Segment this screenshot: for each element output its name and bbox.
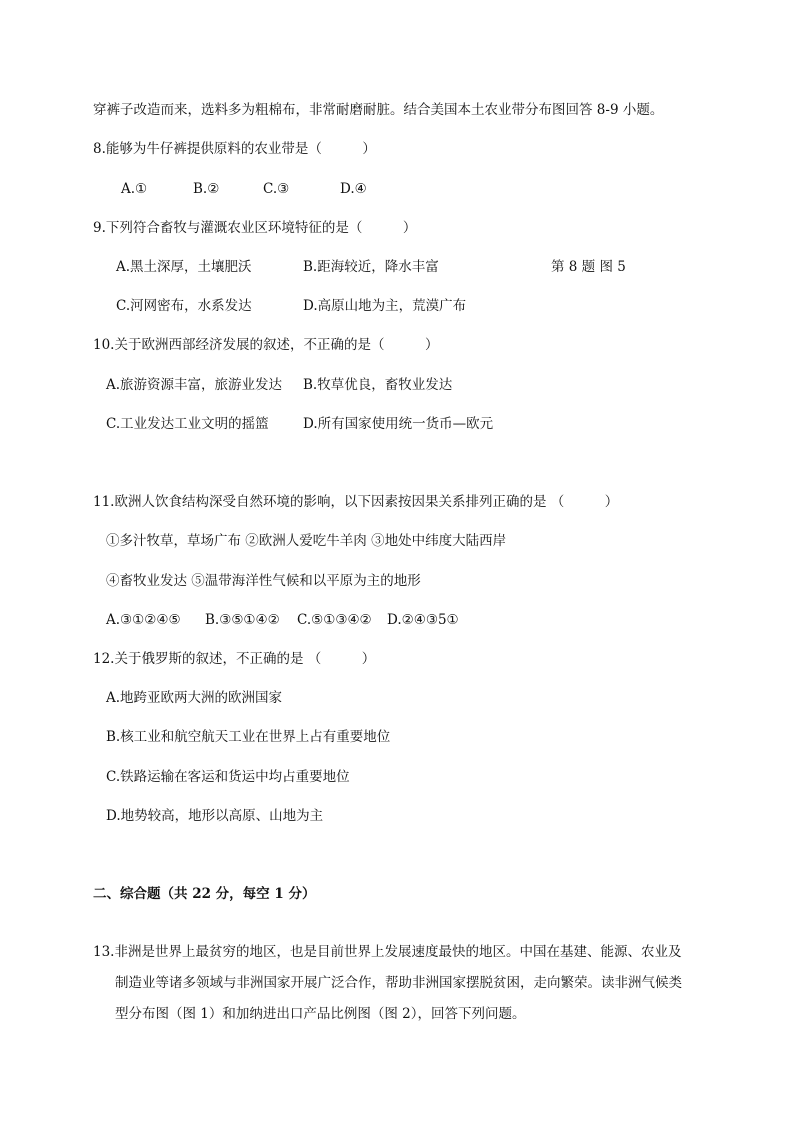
q9-option-c: C.河网密布，水系发达 bbox=[116, 298, 252, 314]
q10-option-a: A.旅游资源丰富，旅游业发达 bbox=[106, 377, 283, 393]
q11-factors-line-2: ④畜牧业发达 ⑤温带海洋性气候和以平原为主的地形 bbox=[106, 573, 421, 589]
q12-option-b: B.核工业和航空航天工业在世界上占有重要地位 bbox=[106, 729, 391, 745]
q11-stem: 11.欧洲人饮食结构深受自然环境的影响，以下因素按因果关系排列正确的是 （ ） bbox=[93, 494, 619, 510]
section-2-heading: 二、综合题（共 22 分，每空 1 分） bbox=[93, 886, 316, 902]
q12-option-a: A.地跨亚欧两大洲的欧洲国家 bbox=[106, 690, 283, 706]
q9-option-b: B.距海较近，降水丰富 bbox=[303, 259, 439, 275]
q10-option-b: B.牧草优良，畜牧业发达 bbox=[303, 377, 453, 393]
q10-option-c: C.工业发达工业文明的摇篮 bbox=[106, 416, 269, 432]
q11-factors-line-1: ①多汁牧草，草场广布 ②欧洲人爱吃牛羊肉 ③地处中纬度大陆西岸 bbox=[106, 533, 507, 549]
q8-option-d: D.④ bbox=[340, 181, 367, 197]
q11-option-a: A.③①②④⑤ bbox=[106, 612, 181, 628]
q8-option-a: A.① bbox=[121, 181, 148, 197]
q12-option-d: D.地势较高，地形以高原、山地为主 bbox=[106, 808, 324, 824]
q12-stem: 12.关于俄罗斯的叙述，不正确的是 （ ） bbox=[93, 651, 376, 667]
q9-option-a: A.黑土深厚，土壤肥沃 bbox=[116, 259, 252, 275]
q10-stem: 10.关于欧洲西部经济发展的叙述，不正确的是（ ） bbox=[93, 337, 439, 353]
q13-line-2: 制造业等诸多领域与非洲国家开展广泛合作，帮助非洲国家摆脱贫困，走向繁荣。读非洲气候类 bbox=[115, 975, 682, 991]
q8-option-b: B.② bbox=[193, 181, 220, 197]
q11-option-b: B.③⑤①④② bbox=[205, 612, 280, 628]
q9-figure-caption: 第 8 题 图 5 bbox=[551, 259, 626, 275]
q10-option-d: D.所有国家使用统一货币—欧元 bbox=[303, 416, 494, 432]
q8-stem: 8.能够为牛仔裤提供原料的农业带是（ ） bbox=[93, 141, 376, 157]
q13-line-3: 型分布图（图 1）和加纳进出口产品比例图（图 2），回答下列问题。 bbox=[115, 1006, 526, 1022]
q9-option-d: D.高原山地为主，荒漠广布 bbox=[303, 298, 467, 314]
q11-option-d: D.②④③5① bbox=[387, 612, 459, 628]
q8-option-c: C.③ bbox=[263, 181, 290, 197]
intro-line: 穿裤子改造而来，选料多为粗棉布，非常耐磨耐脏。结合美国本土农业带分布图回答 8-9 小题。 bbox=[93, 102, 664, 118]
q12-option-c: C.铁路运输在客运和货运中均占重要地位 bbox=[106, 769, 350, 785]
q9-stem: 9.下列符合畜牧与灌溉农业区环境特征的是（ ） bbox=[93, 220, 417, 236]
q11-option-c: C.⑤①③④② bbox=[297, 612, 372, 628]
q13-line-1: 13.非洲是世界上最贫穷的地区，也是目前世界上发展速度最快的地区。中国在基建、能源、农业及 bbox=[93, 944, 682, 960]
